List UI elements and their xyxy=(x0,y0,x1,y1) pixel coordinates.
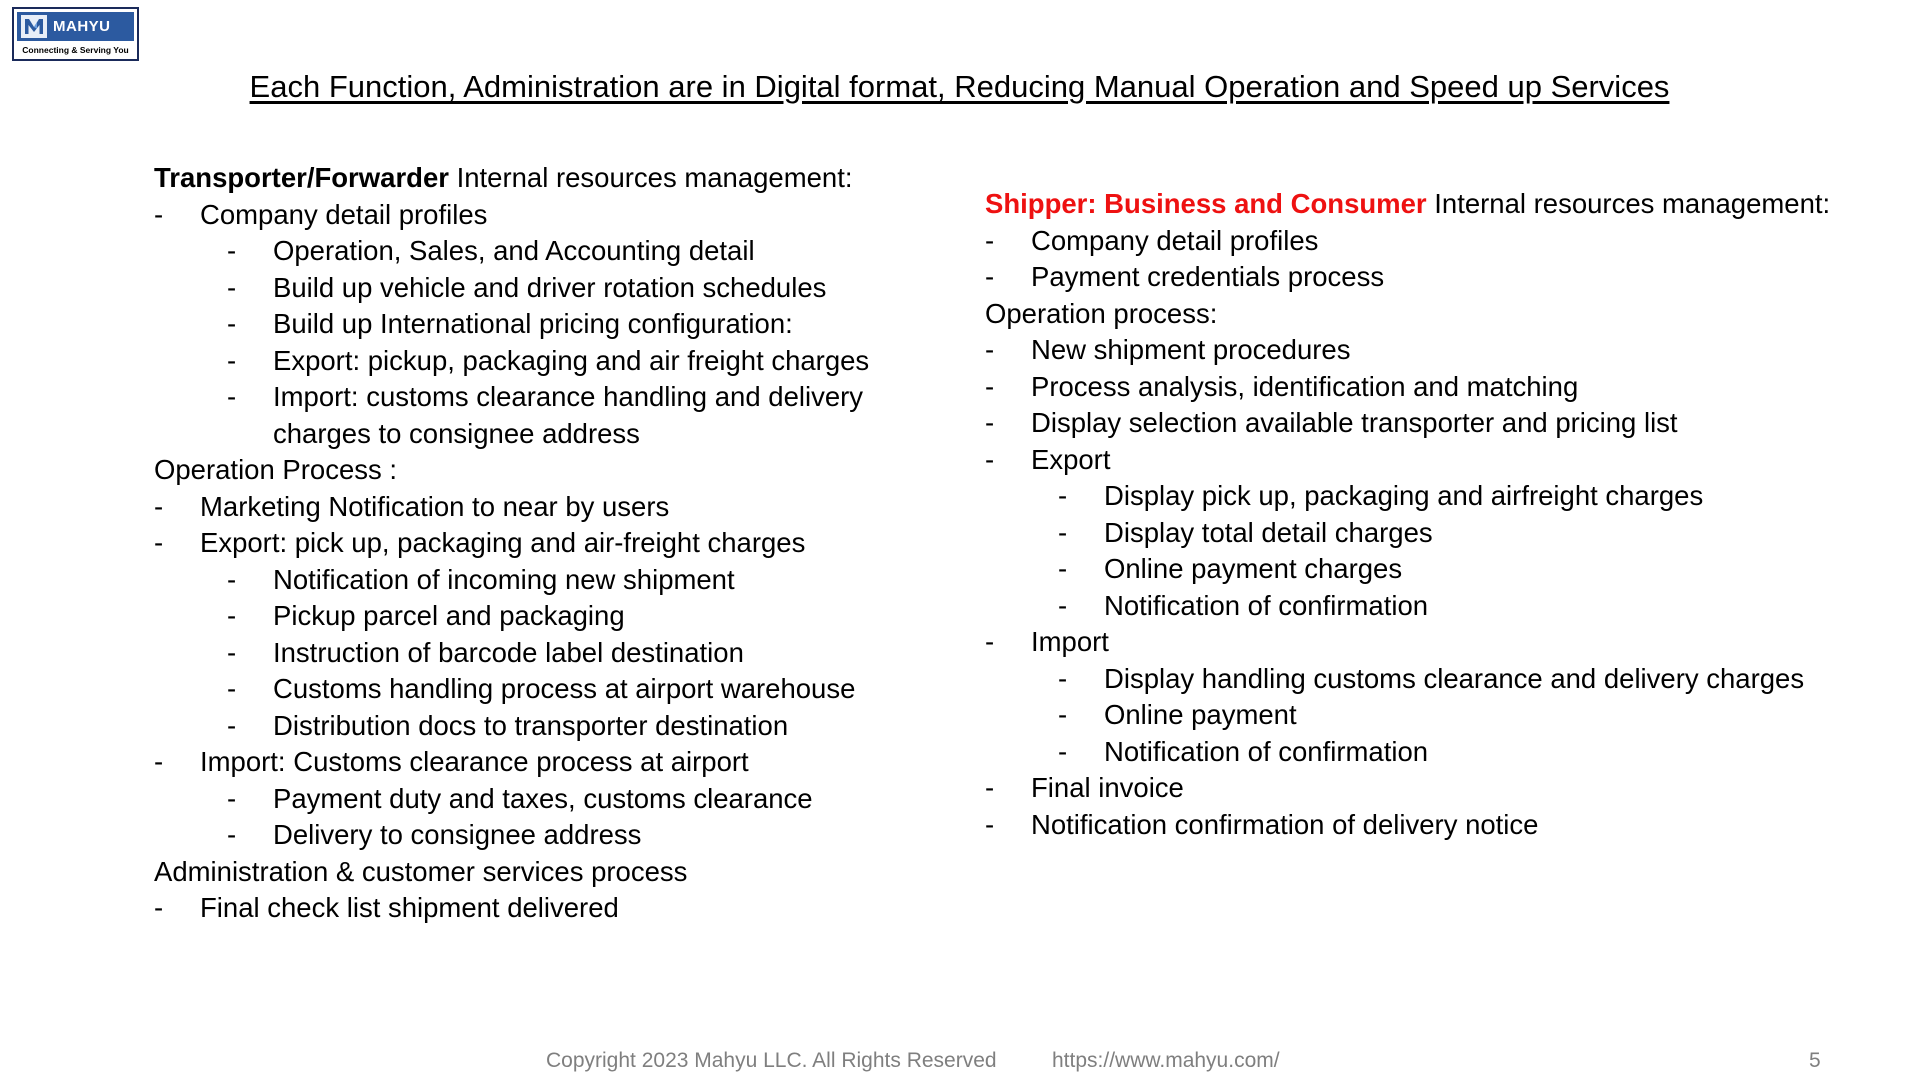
shipper-list-item xyxy=(985,770,1885,807)
transporter-heading-rest: Internal resources management: xyxy=(448,162,853,193)
dash-bullet-icon: - xyxy=(154,490,164,522)
shipper-list-item xyxy=(985,588,1885,625)
dash-bullet-icon: - xyxy=(1058,553,1068,584)
dash-bullet-icon: - xyxy=(985,370,995,402)
shipper-list xyxy=(985,223,1885,844)
mahyu-logo xyxy=(12,7,139,61)
dash-bullet-icon: - xyxy=(227,673,237,704)
dash-bullet-icon: - xyxy=(985,407,995,438)
shipper-heading xyxy=(985,186,1885,223)
shipper-item-text: Notification confirmation of delivery notice xyxy=(1031,808,1539,840)
page-number: 5 xyxy=(1809,1049,1821,1072)
shipper-heading-rest: Internal resources management: xyxy=(1426,188,1831,219)
transporter-list-item xyxy=(154,562,914,599)
transporter-item-text: Pickup parcel and packaging xyxy=(273,600,625,631)
shipper-list-item xyxy=(985,369,1885,406)
dash-bullet-icon: - xyxy=(985,443,995,475)
shipper-section-heading xyxy=(985,296,1885,333)
transporter-item-text: Administration & customer services process xyxy=(154,855,688,887)
transporter-heading-bold: Transporter/Forwarder xyxy=(154,162,449,193)
dash-bullet-icon: - xyxy=(227,600,237,631)
dash-bullet-icon: - xyxy=(985,224,995,256)
shipper-item-text: Export xyxy=(1031,443,1111,475)
transporter-item-text: Operation Process : xyxy=(154,454,398,485)
shipper-list-item xyxy=(985,661,1885,698)
transporter-item-text: Instruction of barcode label destination xyxy=(273,636,744,668)
transporter-item-text: Distribution docs to transporter destination xyxy=(273,709,789,741)
transporter-list-item xyxy=(154,598,914,635)
transporter-list-item xyxy=(154,525,914,562)
dash-bullet-icon: - xyxy=(227,709,237,741)
dash-bullet-icon: - xyxy=(154,746,164,777)
logo-tagline: Connecting & Serving You xyxy=(22,45,129,55)
shipper-item-text: Online payment xyxy=(1104,699,1297,730)
transporter-item-text: Import: customs clearance handling and delivery xyxy=(273,381,864,412)
dash-bullet-icon: - xyxy=(1058,699,1068,730)
shipper-item-text: Display pick up, packaging and airfreight charges xyxy=(1104,480,1704,511)
shipper-item-text: Display selection available transporter and pricing list xyxy=(1031,407,1678,438)
shipper-item-text: Online payment charges xyxy=(1104,553,1403,584)
shipper-list-item xyxy=(985,697,1885,734)
dash-bullet-icon: - xyxy=(985,261,995,292)
transporter-item-text: Company detail profiles xyxy=(200,198,488,230)
dash-bullet-icon: - xyxy=(154,527,164,558)
dash-bullet-icon: - xyxy=(1058,662,1068,694)
transporter-list-item xyxy=(154,781,914,818)
transporter-list xyxy=(154,197,914,927)
shipper-item-text: Company detail profiles xyxy=(1031,224,1319,256)
transporter-item-text: Export: pick up, packaging and air-freight charges xyxy=(200,527,806,558)
dash-bullet-icon: - xyxy=(227,782,237,814)
transporter-item-text: Payment duty and taxes, customs clearance xyxy=(273,782,813,814)
dash-bullet-icon: - xyxy=(227,381,237,412)
transporter-list-item xyxy=(154,489,914,526)
shipper-list-item xyxy=(985,405,1885,442)
transporter-section-heading xyxy=(154,854,914,891)
shipper-list-item xyxy=(985,734,1885,771)
transporter-item-text: charges to consignee address xyxy=(273,417,640,449)
transporter-list-item xyxy=(154,744,914,781)
dash-bullet-icon: - xyxy=(985,334,995,365)
slide-title: Each Function, Administration are in Digital format, Reducing Manual Operation and Speed up Services xyxy=(249,69,1670,104)
shipper-item-text: Final invoice xyxy=(1031,772,1184,803)
dash-bullet-icon: - xyxy=(154,198,164,230)
shipper-list-item xyxy=(985,515,1885,552)
shipper-item-text: Import xyxy=(1031,626,1109,657)
shipper-list-item xyxy=(985,551,1885,588)
transporter-list-item xyxy=(154,635,914,672)
dash-bullet-icon: - xyxy=(1058,735,1068,767)
transporter-list-item xyxy=(154,708,914,745)
shipper-item-text: Notification of confirmation xyxy=(1104,589,1429,621)
transporter-list-item xyxy=(154,416,914,453)
transporter-list-item xyxy=(154,671,914,708)
transporter-item-text: Operation, Sales, and Accounting detail xyxy=(273,235,755,266)
shipper-list-item xyxy=(985,624,1885,661)
dash-bullet-icon: - xyxy=(227,271,237,303)
dash-bullet-icon: - xyxy=(227,308,237,339)
shipper-item-text: Display handling customs clearance and delivery charges xyxy=(1104,662,1805,694)
dash-bullet-icon: - xyxy=(985,808,995,840)
footer-url: https://www.mahyu.com/ xyxy=(1052,1049,1280,1072)
dash-bullet-icon: - xyxy=(1058,480,1068,511)
transporter-heading xyxy=(154,160,914,197)
transporter-item-text: Customs handling process at airport warehouse xyxy=(273,673,856,704)
transporter-item-text: Delivery to consignee address xyxy=(273,819,642,850)
dash-bullet-icon: - xyxy=(227,344,237,376)
footer-copyright: Copyright 2023 Mahyu LLC. All Rights Reserved xyxy=(546,1049,997,1072)
dash-bullet-icon: - xyxy=(154,892,164,923)
m-logo-icon xyxy=(21,15,47,38)
transporter-list-item xyxy=(154,197,914,234)
transporter-list-item xyxy=(154,817,914,854)
transporter-list-item xyxy=(154,890,914,927)
transporter-list-item xyxy=(154,270,914,307)
transporter-item-text: Marketing Notification to near by users xyxy=(200,490,670,522)
transporter-list-item xyxy=(154,233,914,270)
dash-bullet-icon: - xyxy=(985,626,995,657)
dash-bullet-icon: - xyxy=(1058,589,1068,621)
logo-banner xyxy=(17,12,134,41)
dash-bullet-icon: - xyxy=(227,819,237,850)
shipper-list-item xyxy=(985,807,1885,844)
transporter-column xyxy=(154,160,914,927)
logo-name: MAHYU xyxy=(53,18,111,35)
shipper-list-item xyxy=(985,259,1885,296)
shipper-list-item xyxy=(985,442,1885,479)
shipper-item-text: Process analysis, identification and matching xyxy=(1031,370,1579,402)
shipper-item-text: New shipment procedures xyxy=(1031,334,1351,365)
dash-bullet-icon: - xyxy=(985,772,995,803)
transporter-item-text: Build up vehicle and driver rotation schedules xyxy=(273,271,827,303)
transporter-item-text: Final check list shipment delivered xyxy=(200,892,619,923)
dash-bullet-icon: - xyxy=(227,563,237,595)
shipper-item-text: Display total detail charges xyxy=(1104,516,1433,548)
transporter-list-item xyxy=(154,306,914,343)
shipper-item-text: Payment credentials process xyxy=(1031,261,1385,292)
shipper-list-item xyxy=(985,223,1885,260)
transporter-item-text: Import: Customs clearance process at airport xyxy=(200,746,749,777)
shipper-item-text: Notification of confirmation xyxy=(1104,735,1429,767)
transporter-item-text: Notification of incoming new shipment xyxy=(273,563,735,595)
shipper-list-item xyxy=(985,332,1885,369)
shipper-column xyxy=(985,186,1885,843)
shipper-list-item xyxy=(985,478,1885,515)
dash-bullet-icon: - xyxy=(1058,516,1068,548)
transporter-list-item xyxy=(154,379,914,416)
transporter-item-text: Export: pickup, packaging and air freight charges xyxy=(273,344,870,376)
transporter-section-heading xyxy=(154,452,914,489)
transporter-list-item xyxy=(154,343,914,380)
transporter-item-text: Build up International pricing configuration: xyxy=(273,308,793,339)
dash-bullet-icon: - xyxy=(227,636,237,668)
shipper-heading-red: Shipper: Business and Consumer xyxy=(985,188,1427,219)
shipper-item-text: Operation process: xyxy=(985,297,1218,329)
dash-bullet-icon: - xyxy=(227,235,237,266)
